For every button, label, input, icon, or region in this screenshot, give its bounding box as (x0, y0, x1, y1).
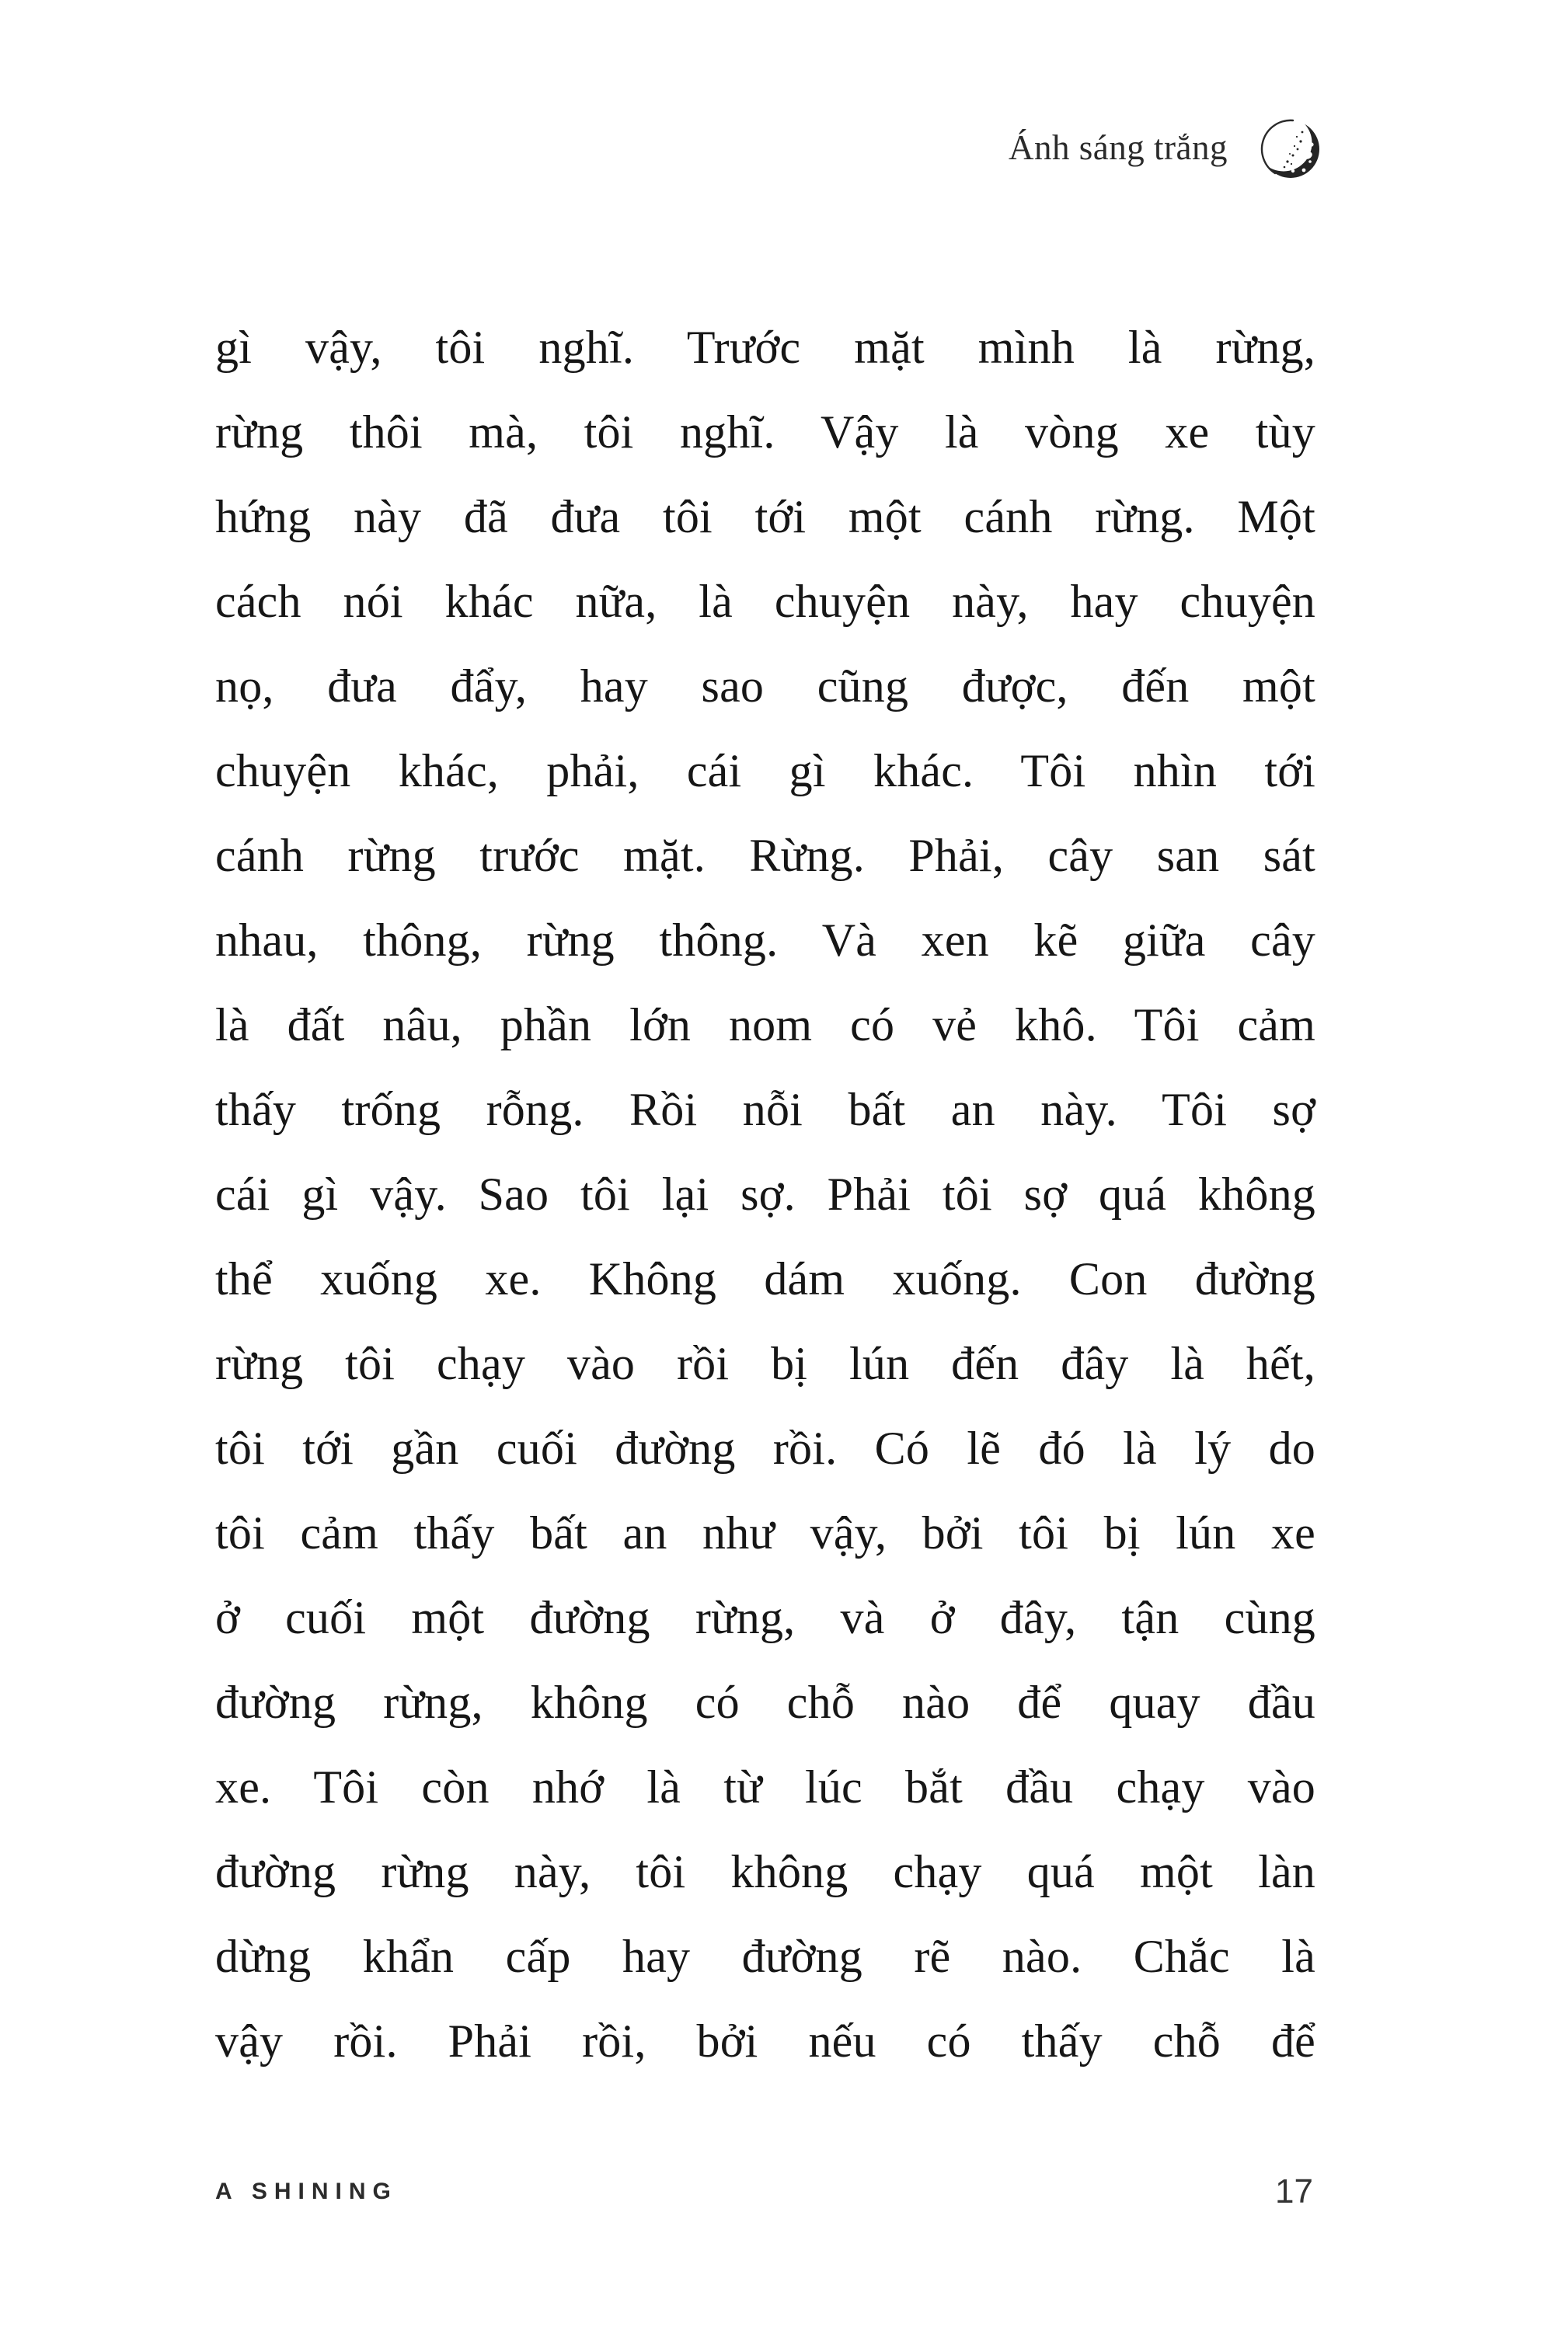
text-line: thấy trống rỗng. Rồi nỗi bất an này. Tôi sợ (215, 1084, 1315, 1135)
running-header (1009, 115, 1321, 182)
text-line: dừng khẩn cấp hay đường rẽ nào. Chắc là (215, 1931, 1315, 1982)
text-line: hứng này đã đưa tôi tới một cánh rừng. Một (215, 491, 1315, 542)
body-text-block (215, 305, 1315, 2084)
footer-book-title: A SHINING (215, 2179, 398, 2204)
text-line: đường rừng này, tôi không chạy quá một làn (215, 1846, 1315, 1897)
text-line: thể xuống xe. Không dám xuống. Con đường (215, 1253, 1315, 1305)
text-line: xe. Tôi còn nhớ là từ lúc bắt đầu chạy vào (215, 1761, 1315, 1813)
text-line: rừng thôi mà, tôi nghĩ. Vậy là vòng xe tùy (215, 406, 1315, 458)
text-line: cái gì vậy. Sao tôi lại sợ. Phải tôi sợ quá không (215, 1169, 1315, 1220)
text-line: tôi cảm thấy bất an như vậy, bởi tôi bị lún xe (215, 1507, 1315, 1559)
chapter-title: Ánh sáng trắng (1009, 128, 1228, 167)
page-number: 17 (1275, 2172, 1313, 2210)
text-line: vậy rồi. Phải rồi, bởi nếu có thấy chỗ để (215, 2015, 1315, 2067)
text-line: chuyện khác, phải, cái gì khác. Tôi nhìn tới (215, 745, 1315, 796)
text-line: gì vậy, tôi nghĩ. Trước mặt mình là rừng, (215, 322, 1315, 373)
text-line: cánh rừng trước mặt. Rừng. Phải, cây san sát (215, 830, 1315, 881)
text-line: rừng tôi chạy vào rồi bị lún đến đây là hết, (215, 1338, 1315, 1389)
text-line: nọ, đưa đẩy, hay sao cũng được, đến một (215, 660, 1315, 712)
text-line: là đất nâu, phần lớn nom có vẻ khô. Tôi cảm (215, 999, 1315, 1050)
text-line: nhau, thông, rừng thông. Và xen kẽ giữa cây (215, 914, 1315, 966)
page-footer (215, 2172, 1313, 2211)
text-line: ở cuối một đường rừng, và ở đây, tận cùng (215, 1592, 1315, 1643)
text-line: đường rừng, không có chỗ nào để quay đầu (215, 1677, 1315, 1728)
text-line: cách nói khác nữa, là chuyện này, hay chuyện (215, 576, 1315, 627)
text-line: tôi tới gần cuối đường rồi. Có lẽ đó là lý do (215, 1423, 1315, 1474)
crescent-moon-icon (1259, 115, 1321, 182)
